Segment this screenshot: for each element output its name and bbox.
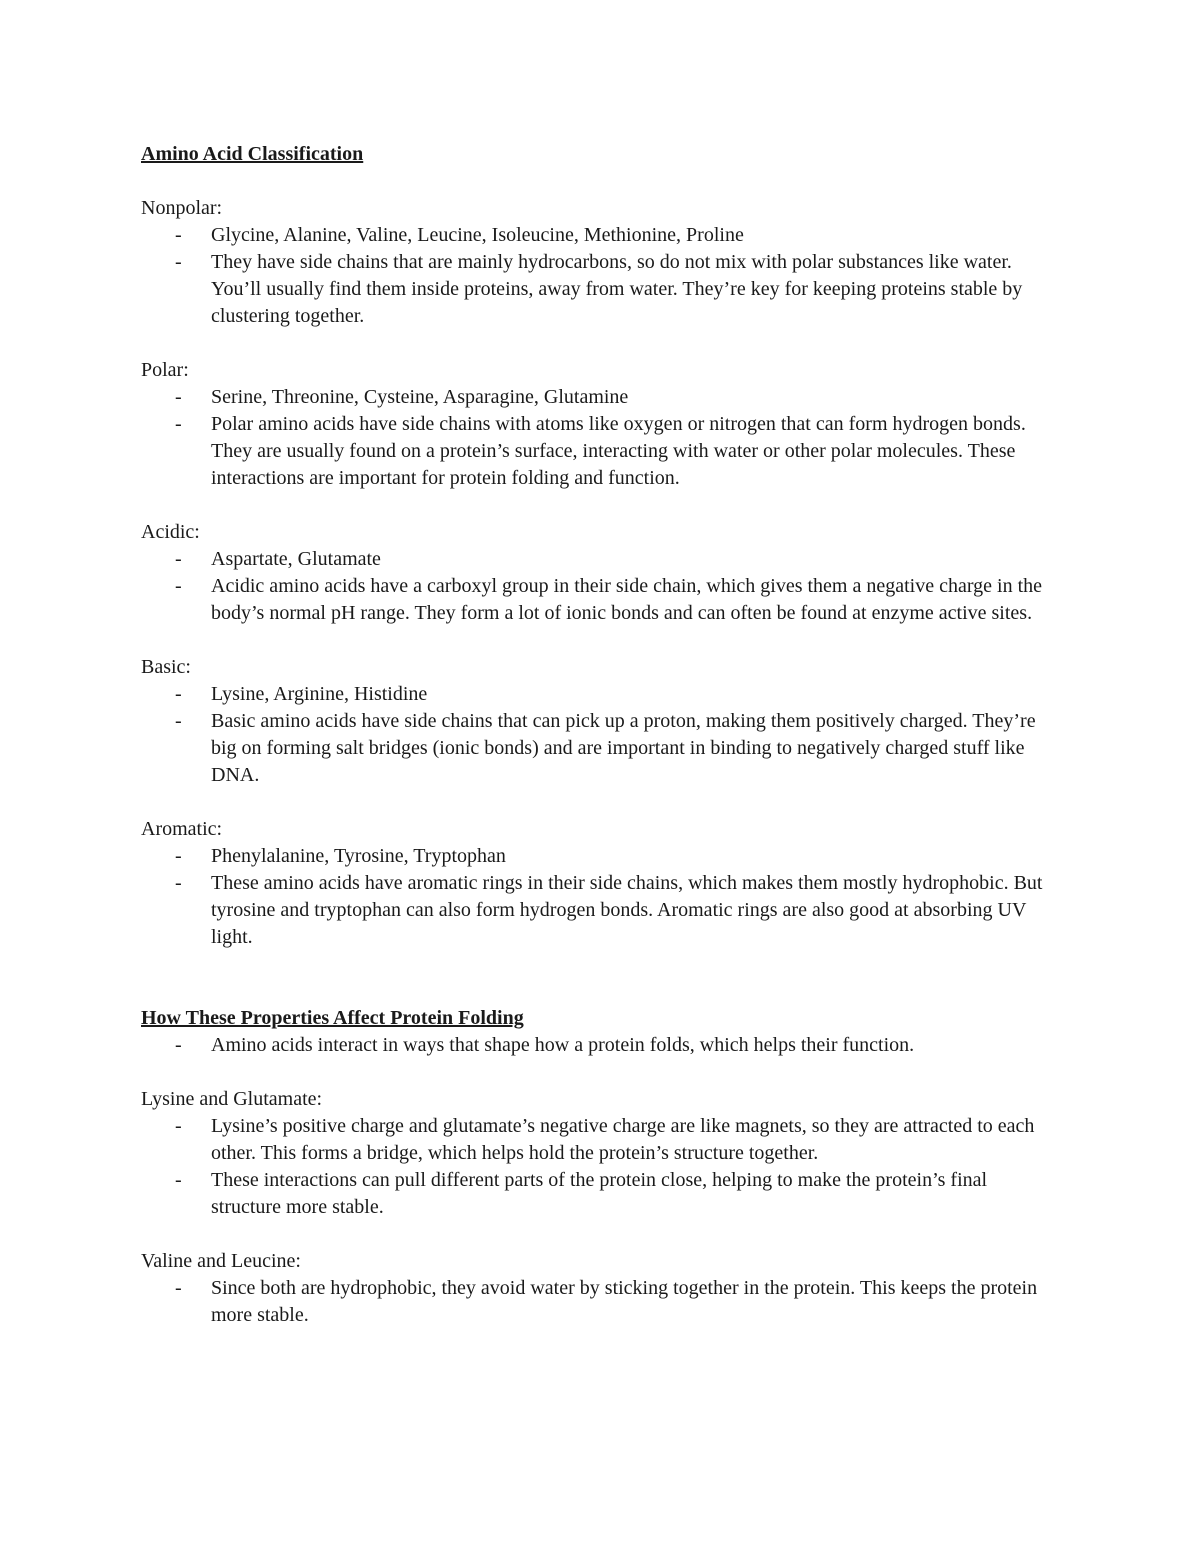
list-item: - Phenylalanine, Tyrosine, Tryptophan	[141, 843, 1061, 870]
category-label-basic: Basic:	[141, 656, 191, 678]
list-item: - Basic amino acids have side chains that can pick up a proton, making them positively charged. They’re big on forming salt bridges (ionic bonds) and are important in binding to negatively charged stuff like DNA.	[175, 710, 1036, 786]
category-list-polar	[141, 384, 1061, 492]
pair-list-lysine-glutamate	[141, 1113, 1061, 1221]
category-list-nonpolar	[141, 222, 1061, 330]
category-list-basic	[141, 681, 1061, 789]
category-label-acidic: Acidic:	[141, 521, 200, 543]
dash-bullet: -	[175, 224, 182, 246]
section-title-protein-folding: How These Properties Affect Protein Folding	[141, 1007, 524, 1029]
dash-bullet: -	[175, 575, 182, 597]
list-item: - Amino acids interact in ways that shape how a protein folds, which helps their function.	[141, 1032, 1061, 1059]
dash-bullet: -	[175, 548, 182, 570]
dash-bullet: -	[175, 413, 182, 435]
list-item: - Serine, Threonine, Cysteine, Asparagine, Glutamine	[141, 384, 1061, 411]
dash-bullet: -	[175, 386, 182, 408]
category-label-nonpolar: Nonpolar:	[141, 197, 223, 219]
dash-bullet: -	[175, 1034, 182, 1056]
dash-bullet: -	[175, 1115, 182, 1137]
list-item: - Glycine, Alanine, Valine, Leucine, Isoleucine, Methionine, Proline	[141, 222, 1061, 249]
list-item: - These amino acids have aromatic rings in their side chains, which makes them mostly hydrophobic. But tyrosine and tryptophan can also form hydrogen bonds. Aromatic rings are also good at absorbing UV light.	[175, 872, 1043, 948]
dash-bullet: -	[175, 872, 182, 894]
list-item: - Lysine’s positive charge and glutamate’s negative charge are like magnets, so they are attracted to each other. This forms a bridge, which helps hold the protein’s structure together.	[175, 1115, 1035, 1164]
category-list-aromatic	[141, 843, 1061, 951]
list-item: - Lysine, Arginine, Histidine	[141, 681, 1061, 708]
list-item: - Since both are hydrophobic, they avoid water by sticking together in the protein. This keeps the protein more stable.	[175, 1277, 1038, 1326]
list-item: - These interactions can pull different parts of the protein close, helping to make the protein’s final structure more stable.	[175, 1169, 988, 1218]
pair-label-valine-leucine: Valine and Leucine:	[141, 1250, 301, 1272]
dash-bullet: -	[175, 251, 182, 273]
dash-bullet: -	[175, 683, 182, 705]
category-list-acidic	[141, 546, 1061, 627]
category-label-polar: Polar:	[141, 359, 189, 381]
list-item: - They have side chains that are mainly hydrocarbons, so do not mix with polar substances like water. You’ll usually find them inside proteins, away from water. They’re key for keeping proteins stable by clustering together.	[175, 251, 1023, 327]
dash-bullet: -	[175, 710, 182, 732]
page-title: Amino Acid Classification	[141, 143, 364, 165]
pair-list-valine-leucine	[141, 1275, 1061, 1329]
list-item: - Aspartate, Glutamate	[141, 546, 1061, 573]
dash-bullet: -	[175, 845, 182, 867]
document-page	[141, 141, 1061, 1329]
list-item: - Polar amino acids have side chains with atoms like oxygen or nitrogen that can form hydrogen bonds. They are usually found on a protein’s surface, interacting with water or other polar molecules. These interactions are important for protein folding and function.	[175, 413, 1026, 489]
dash-bullet: -	[175, 1169, 182, 1191]
section-intro-list	[141, 1032, 1061, 1059]
category-label-aromatic: Aromatic:	[141, 818, 223, 840]
list-item: - Acidic amino acids have a carboxyl group in their side chain, which gives them a negative charge in the body’s normal pH range. They form a lot of ionic bonds and can often be found at enzyme active sites.	[175, 575, 1043, 624]
dash-bullet: -	[175, 1277, 182, 1299]
pair-label-lysine-glutamate: Lysine and Glutamate:	[141, 1088, 323, 1110]
